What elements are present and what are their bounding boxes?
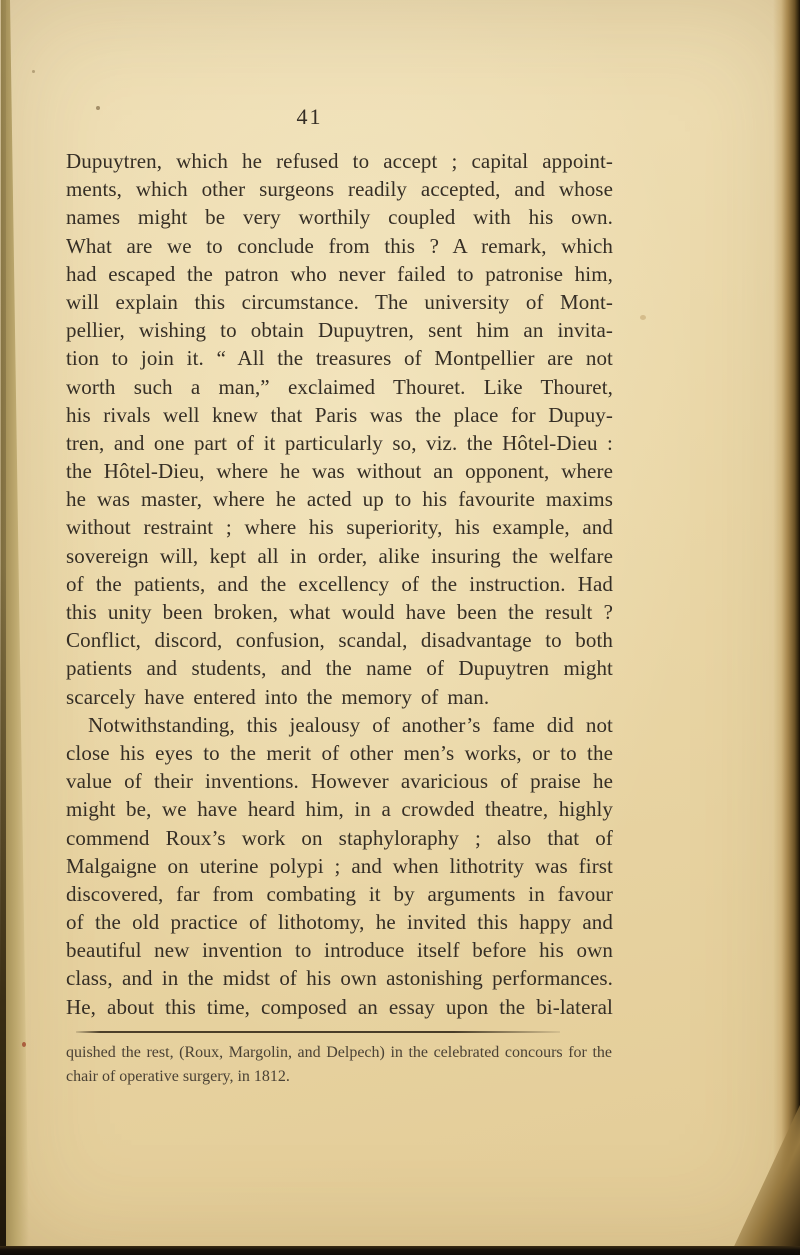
- left-scan-border: [0, 0, 6, 1255]
- text-line: worth such a man,” exclaimed Thouret. Like Thouret,: [66, 374, 613, 399]
- right-page-edge: [773, 0, 800, 1255]
- footnote-line: chair of operative surgery, in 1812.: [66, 1068, 290, 1085]
- text-line: close his eyes to the merit of other men’s works, or to the: [66, 740, 613, 765]
- text-line: of the old practice of lithotomy, he invited this happy and: [66, 910, 613, 935]
- text-line: his rivals well knew that Paris was the place for Dupuy-: [66, 402, 613, 427]
- text-line: class, and in the midst of his own astonishing performances.: [66, 966, 613, 991]
- text-line: names might be very worthily coupled with his own.: [66, 205, 613, 230]
- text-line: tion to join it. “ All the treasures of Montpellier are not: [66, 346, 613, 371]
- fox-spot: [640, 315, 646, 320]
- text-line: without restraint ; where his superiority, his example, and: [66, 515, 613, 540]
- text-line: Malgaigne on uterine polypi ; and when lithotrity was first: [66, 853, 613, 878]
- bottom-scan-border: [0, 1246, 800, 1255]
- body-text: [66, 147, 613, 1021]
- text-line: Notwithstanding, this jealousy of another’s fame did not: [88, 712, 613, 737]
- text-line: Dupuytren, which he refused to accept ; capital appoint-: [66, 149, 613, 173]
- text-line: value of their inventions. However avaricious of praise he: [66, 769, 613, 794]
- text-line: patients and students, and the name of Dupuytren might: [66, 656, 613, 681]
- footnote-line: quished the rest, (Roux, Margolin, and Delpech) in the celebrated concours for the: [66, 1044, 612, 1061]
- text-line: he was master, where he acted up to his favourite maxims: [66, 487, 613, 512]
- text-line: scarcely have entered into the memory of man.: [66, 684, 490, 709]
- text-line: discovered, far from combating it by arguments in favour: [66, 881, 613, 906]
- text-line: He, about this time, composed an essay upon the bi-lateral: [66, 994, 613, 1019]
- text-line: ments, which other surgeons readily accepted, and whose: [66, 177, 613, 202]
- text-line: of the patients, and the excellency of the instruction. Had: [66, 571, 613, 596]
- text-line: commend Roux’s work on staphyloraphy ; also that of: [66, 825, 613, 850]
- footnote-text: [66, 1041, 612, 1089]
- text-line: this unity been broken, what would have been the result ?: [66, 600, 613, 624]
- text-line: tren, and one part of it particularly so, viz. the Hôtel-Dieu :: [66, 430, 613, 455]
- text-line: beautiful new invention to introduce itself before his own: [66, 938, 613, 963]
- text-line: had escaped the patron who never failed to patronise him,: [66, 261, 613, 286]
- text-line: the Hôtel-Dieu, where he was without an opponent, where: [66, 459, 613, 484]
- text-line: Conflict, discord, confusion, scandal, disadvantage to both: [66, 628, 613, 653]
- text-line: sovereign will, kept all in order, alike insuring the welfare: [66, 543, 613, 568]
- text-line: will explain this circumstance. The university of Mont-: [66, 289, 613, 314]
- bottom-right-page-corner: [730, 1105, 800, 1255]
- page-number: 41: [296, 104, 323, 129]
- text-line: pellier, wishing to obtain Dupuytren, sent him an invita-: [66, 318, 613, 343]
- text-line: What are we to conclude from this ? A remark, which: [66, 233, 613, 258]
- text-line: might be, we have heard him, in a crowded theatre, highly: [66, 797, 613, 822]
- fox-spot: [32, 70, 35, 73]
- footnote-divider: [76, 1031, 560, 1033]
